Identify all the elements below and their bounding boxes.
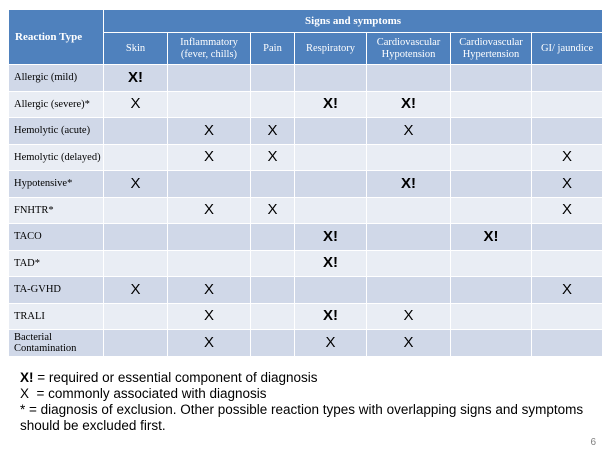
symptom-cell (104, 250, 168, 277)
symptom-cell (168, 65, 251, 92)
symptom-cell (532, 224, 603, 251)
symptom-cell (451, 250, 532, 277)
symptom-cell (367, 224, 451, 251)
common-mark: X (562, 280, 573, 298)
common-mark: X (325, 333, 336, 351)
legend-common (20, 386, 600, 402)
table-row (9, 330, 603, 357)
symptom-cell (532, 118, 603, 145)
reaction-type-cell: Allergic (mild) (9, 65, 104, 92)
symptom-cell (451, 171, 532, 198)
symptom-cell (367, 197, 451, 224)
table-row (9, 118, 603, 145)
symptom-cell (295, 171, 367, 198)
symptom-cell (104, 144, 168, 171)
symptom-cell (367, 277, 451, 304)
symptom-cell (168, 91, 251, 118)
symptom-cell (295, 118, 367, 145)
legend-required (20, 370, 600, 386)
symptom-cell (168, 118, 251, 145)
symptom-cell (104, 330, 168, 357)
symptom-cell (295, 303, 367, 330)
symptom-cell (104, 303, 168, 330)
common-symbol: X (20, 386, 30, 401)
symptom-cell (367, 91, 451, 118)
common-mark: X (403, 333, 414, 351)
symptom-cell (367, 118, 451, 145)
symptom-cell (251, 224, 295, 251)
symptom-cell (451, 303, 532, 330)
symptom-cell (532, 65, 603, 92)
symptom-cell (251, 91, 295, 118)
common-mark: X (562, 148, 573, 166)
symptom-cell (451, 197, 532, 224)
symptom-cell (532, 171, 603, 198)
column-header: Cardiovascular Hypotension (367, 33, 451, 65)
table-row (9, 250, 603, 277)
symptom-cell (168, 197, 251, 224)
reaction-signs-table (8, 9, 603, 357)
symptom-cell (451, 224, 532, 251)
column-header: Cardiovascular Hypertension (451, 33, 532, 65)
symptom-cell (168, 303, 251, 330)
required-mark: X! (128, 68, 143, 86)
common-mark: X (203, 201, 214, 219)
symptom-cell (367, 250, 451, 277)
symptom-cell (251, 330, 295, 357)
common-mark: X (130, 174, 141, 192)
symptom-cell (104, 171, 168, 198)
page-number: 6 (590, 437, 596, 448)
symptom-cell (451, 330, 532, 357)
symptom-cell (451, 91, 532, 118)
required-mark: X! (323, 227, 338, 245)
reaction-signs-table-container (8, 9, 602, 357)
symptom-cell (367, 330, 451, 357)
symptom-cell (295, 91, 367, 118)
reaction-type-cell: Hypotensive* (9, 171, 104, 198)
common-mark: X (203, 280, 214, 298)
symptom-cell (295, 197, 367, 224)
table-row (9, 144, 603, 171)
column-header: Respiratory (295, 33, 367, 65)
symptom-cell (451, 118, 532, 145)
table-row (9, 171, 603, 198)
common-mark: X (267, 148, 278, 166)
required-mark: X! (401, 95, 416, 113)
symptom-cell (532, 303, 603, 330)
common-mark: X (203, 333, 214, 351)
column-header: GI/ jaundice (532, 33, 603, 65)
symptom-cell (168, 250, 251, 277)
table-row (9, 224, 603, 251)
symptom-cell (104, 118, 168, 145)
common-mark: X (403, 121, 414, 139)
symptom-cell (104, 197, 168, 224)
required-mark: X! (483, 227, 499, 245)
symptom-cell (367, 303, 451, 330)
symptom-cell (295, 330, 367, 357)
symptom-cell (532, 144, 603, 171)
symptom-cell (251, 250, 295, 277)
symptom-cell (104, 224, 168, 251)
symptom-cell (104, 91, 168, 118)
reaction-type-cell: TA-GVHD (9, 277, 104, 304)
required-mark: X! (323, 307, 338, 325)
reaction-type-cell: TAD* (9, 250, 104, 277)
reaction-type-cell: TACO (9, 224, 104, 251)
symptom-cell (168, 171, 251, 198)
common-mark: X (267, 121, 278, 139)
common-mark: X (203, 307, 214, 325)
symptom-cell (251, 144, 295, 171)
reaction-type-cell: Allergic (severe)* (9, 91, 104, 118)
common-mark: X (203, 121, 214, 139)
column-header: Pain (251, 33, 295, 65)
symptom-cell (451, 277, 532, 304)
symptom-cell (532, 330, 603, 357)
required-mark: X! (323, 95, 338, 113)
common-mark: X (403, 307, 414, 325)
common-mark: X (203, 148, 214, 166)
symptom-cell (295, 277, 367, 304)
column-header: Inflammatory (fever, chills) (168, 33, 251, 65)
symptom-cell (295, 65, 367, 92)
common-mark: X (130, 280, 141, 298)
symptom-cell (251, 118, 295, 145)
table-row (9, 197, 603, 224)
table-row (9, 91, 603, 118)
symptom-cell (532, 277, 603, 304)
common-mark: X (562, 201, 573, 219)
reaction-type-header: Reaction Type (9, 10, 104, 65)
symptom-cell (104, 65, 168, 92)
symptom-cell (451, 144, 532, 171)
common-mark: X (130, 95, 141, 113)
symptom-cell (295, 224, 367, 251)
symptom-cell (168, 224, 251, 251)
required-mark: X! (323, 254, 338, 272)
symptom-cell (251, 277, 295, 304)
required-symbol: X! (20, 370, 34, 385)
column-header: Skin (104, 33, 168, 65)
symptom-cell (104, 277, 168, 304)
table-row (9, 303, 603, 330)
symptom-cell (295, 144, 367, 171)
symptom-cell (532, 250, 603, 277)
symptom-cell (251, 197, 295, 224)
symptom-cell (251, 171, 295, 198)
table-row (9, 65, 603, 92)
symptom-cell (367, 65, 451, 92)
symptom-cell (168, 144, 251, 171)
reaction-type-cell: TRALI (9, 303, 104, 330)
required-mark: X! (401, 174, 416, 192)
signs-and-symptoms-header: Signs and symptoms (104, 10, 603, 33)
table-body (9, 65, 603, 357)
required-text: = required or essential component of diagnosis (33, 370, 318, 385)
symptom-cell (251, 303, 295, 330)
reaction-type-cell: FNHTR* (9, 197, 104, 224)
common-mark: X (562, 174, 573, 192)
common-mark: X (267, 201, 278, 219)
symptom-cell (295, 250, 367, 277)
legend-exclusion: * = diagnosis of exclusion. Other possible reaction types with overlapping signs and symptoms should be excluded first. (20, 402, 584, 433)
symptom-cell (532, 197, 603, 224)
reaction-type-cell: Bacterial Contamination (9, 330, 104, 357)
legend (20, 370, 600, 434)
symptom-cell (168, 277, 251, 304)
common-text: = commonly associated with diagnosis (29, 386, 267, 401)
table-row (9, 277, 603, 304)
symptom-cell (367, 144, 451, 171)
symptom-cell (251, 65, 295, 92)
symptom-cell (168, 330, 251, 357)
symptom-cell (367, 171, 451, 198)
reaction-type-cell: Hemolytic (delayed) (9, 144, 104, 171)
symptom-cell (532, 91, 603, 118)
reaction-type-cell: Hemolytic (acute) (9, 118, 104, 145)
symptom-cell (451, 65, 532, 92)
